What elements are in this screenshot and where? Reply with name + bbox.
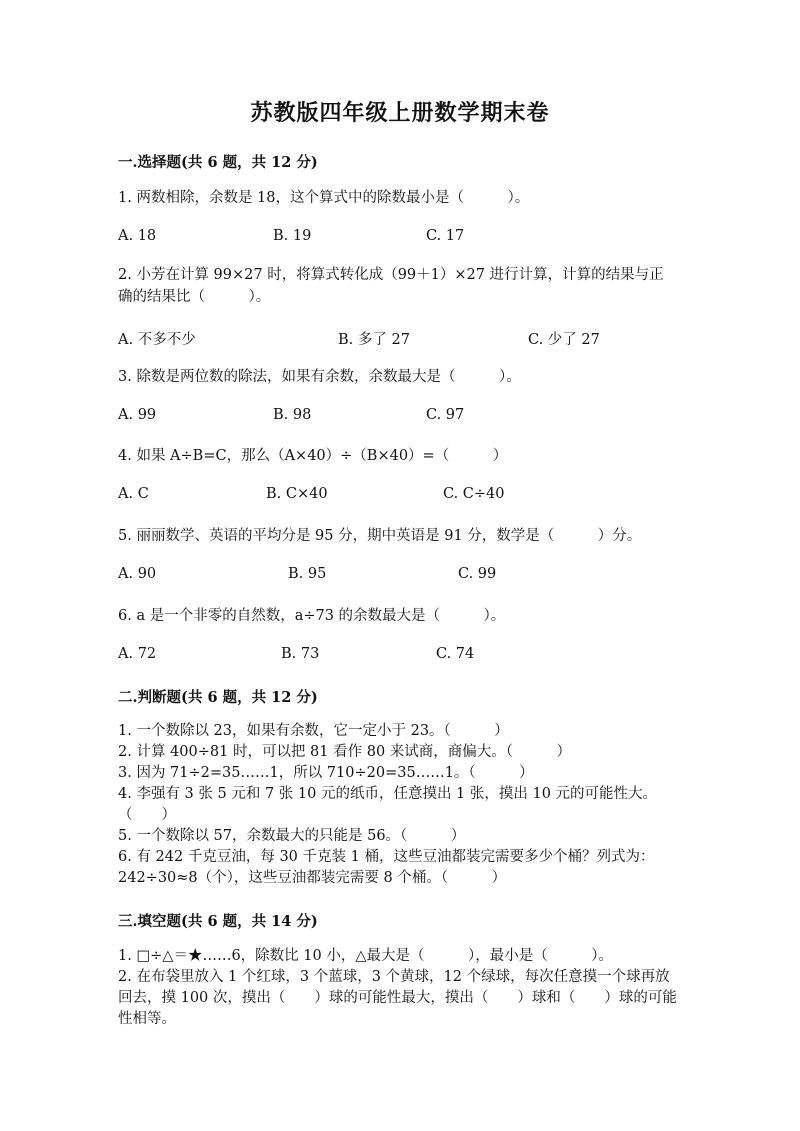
- option-c: C. 17: [426, 228, 465, 244]
- choice-question-2: 2. 小芳在计算 99×27 时，将算式转化成（99＋1）×27 进行计算，计算的结果与正确的结果比（ ）。: [118, 267, 664, 305]
- true-false-item-4: 4. 李强有 3 张 5 元和 7 张 10 元的纸币，任意摸出 1 张，摸出 10 元的可能性大。 （ ）: [118, 786, 679, 823]
- option-a: A. 90: [118, 566, 157, 582]
- choice-question-4: 4. 如果 A÷B=C，那么（A×40）÷（B×40）=（ ）: [118, 448, 508, 464]
- true-false-item-5: 5. 一个数除以 57，余数最大的只能是 56。（ ）: [118, 828, 466, 844]
- option-c: C. 74: [436, 646, 475, 662]
- choice-question-6: 6. a 是一个非零的自然数，a÷73 的余数最大是（ ）。: [118, 608, 506, 624]
- option-a: A. 18: [118, 228, 157, 244]
- choice-question-1: 1. 两数相除，余数是 18，这个算式中的除数最小是（ ）。: [118, 190, 530, 206]
- true-false-item-1: 1. 一个数除以 23，如果有余数，它一定小于 23。（ ）: [118, 723, 509, 739]
- section-heading-true-false: 二.判断题(共 6 题，共 12 分): [118, 689, 318, 706]
- option-c: C. 少了 27: [528, 332, 600, 348]
- choice-options-5: [118, 566, 688, 588]
- option-a: A. 不多不少: [118, 332, 196, 348]
- true-false-item-3: 3. 因为 71÷2=35……1，所以 710÷20=35……1。（ ）: [118, 765, 534, 781]
- true-false-list: [118, 721, 678, 889]
- option-b: B. 多了 27: [338, 332, 410, 348]
- option-c: C. 97: [426, 407, 465, 423]
- option-c: C. 99: [458, 566, 497, 582]
- option-a: A. 72: [118, 646, 157, 662]
- fill-blank-item-1: 1. □÷△＝★……6，除数比 10 小，△最大是（ ），最小是（ ）。: [118, 948, 613, 964]
- page-title: 苏教版四年级上册数学期末卷: [250, 100, 550, 126]
- option-b: B. 98: [273, 407, 312, 423]
- choice-question-5: 5. 丽丽数学、英语的平均分是 95 分，期中英语是 91 分，数学是（ ）分。: [118, 528, 642, 544]
- option-b: B. C×40: [266, 486, 328, 502]
- section-heading-fill-blank: 三.填空题(共 6 题，共 14 分): [118, 913, 318, 930]
- option-a: A. C: [118, 486, 149, 502]
- choice-options-6: [118, 646, 688, 668]
- choice-options-3: [118, 407, 688, 429]
- option-b: B. 19: [273, 228, 312, 244]
- true-false-item-6: 6. 有 242 千克豆油，每 30 千克装 1 桶，这些豆油都装完需要多少个桶？列式为：242÷30≈8（个），这些豆油都装完需要 8 个桶。（ ）: [118, 849, 655, 886]
- fill-blank-list: [118, 946, 678, 1030]
- choice-options-4: [118, 486, 688, 508]
- option-b: B. 95: [288, 566, 327, 582]
- choice-question-3: 3. 除数是两位数的除法，如果有余数，余数最大是（ ）。: [118, 369, 521, 385]
- option-a: A. 99: [118, 407, 157, 423]
- true-false-item-2: 2. 计算 400÷81 时，可以把 81 看作 80 来试商，商偏大。（ ）: [118, 744, 572, 760]
- fill-blank-item-2: 2. 在布袋里放入 1 个红球，3 个蓝球，3 个黄球，12 个绿球，每次任意摸一个球再放回去，摸 100 次，摸出（ ）球的可能性最大，摸出（ ）球和（ ）球的可能性相等。: [118, 969, 677, 1027]
- option-b: B. 73: [281, 646, 320, 662]
- choice-options-2: [118, 328, 688, 350]
- choice-options-1: [118, 228, 688, 250]
- section-heading-choice: 一.选择题(共 6 题，共 12 分): [118, 154, 318, 171]
- option-c: C. C÷40: [443, 486, 505, 502]
